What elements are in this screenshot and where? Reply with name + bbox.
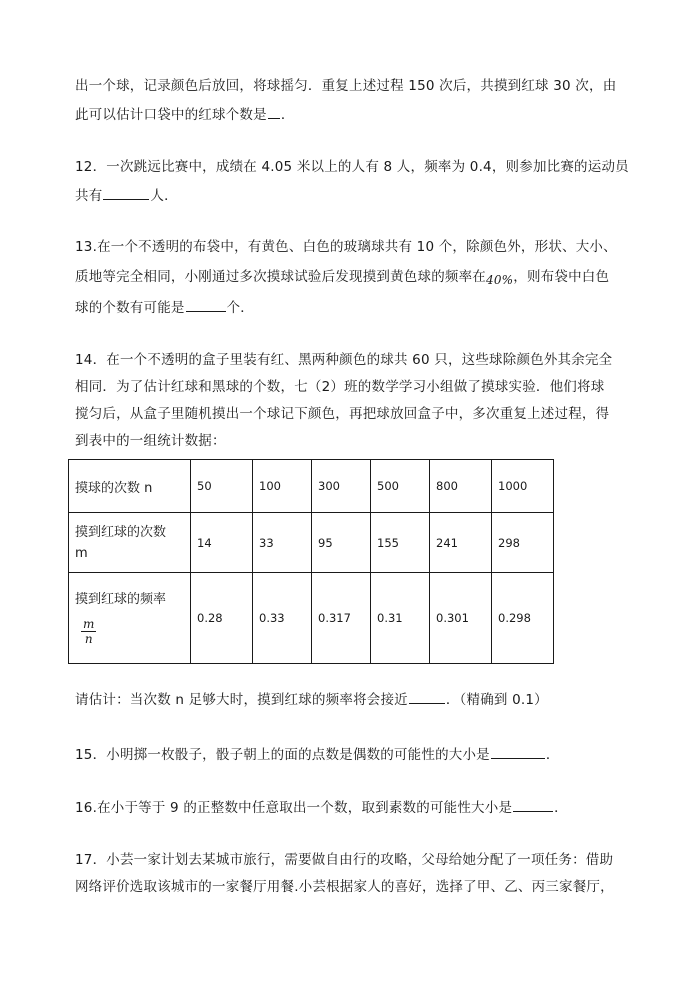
q14-line-1: 14．在一个不透明的盒子里装有红、黑两种颜色的球共 60 只，这些球除颜色外其余完全	[75, 352, 613, 368]
row-label-trials: 摸球的次数 n	[69, 460, 191, 513]
q12-line-2	[75, 185, 178, 206]
row-label-red-count	[69, 513, 191, 573]
q12-pre: 共有	[75, 188, 103, 204]
q14-line-4: 到表中的一组统计数据：	[75, 433, 226, 449]
table-cell: 50	[191, 460, 253, 513]
table-cell: 300	[312, 460, 371, 513]
q12-answer-blank	[103, 185, 149, 200]
table-row-red-frequency	[69, 573, 554, 664]
q13-line-2	[75, 267, 609, 287]
table-cell: 95	[312, 513, 371, 573]
table-cell: 155	[371, 513, 430, 573]
q16-post: ．	[554, 800, 568, 816]
q13-pre: 质地等完全相同，小刚通过多次摸球试验后发现摸到黄色球的频率在	[75, 269, 486, 285]
table-cell: 0.298	[492, 573, 554, 664]
q15-post: ．	[545, 747, 560, 763]
q17-line-2: 网络评价选取该城市的一家餐厅用餐.小芸根据家人的喜好，选择了甲、乙、丙三家餐厅，	[75, 879, 614, 895]
q15-line	[75, 744, 560, 765]
row-label-red-frequency-text: 摸到红球的频率	[75, 592, 167, 607]
q14-after-line	[75, 689, 548, 710]
q14-line-3: 搅匀后，从盒子里随机摸出一个球记下颜色，再把球放回盒子中，多次重复上述过程，得	[75, 406, 610, 422]
q11-line-1: 出一个球，记录颜色后放回，将球摇匀．重复上述过程 150 次后，共摸到红球 30 次，由	[75, 78, 617, 94]
table-cell: 0.301	[430, 573, 492, 664]
q11-text: 此可以估计口袋中的红球个数是	[75, 107, 267, 123]
fraction-denominator: n	[84, 632, 93, 646]
table-cell: 500	[371, 460, 430, 513]
q16-line	[75, 797, 568, 818]
fraction-numerator: m	[83, 617, 95, 631]
q13-post: ，则布袋中白色	[513, 269, 610, 285]
table-cell: 241	[430, 513, 492, 573]
table-cell: 298	[492, 513, 554, 573]
table-cell: 14	[191, 513, 253, 573]
table-cell: 800	[430, 460, 492, 513]
q16-pre: 16.在小于等于 9 的正整数中任意取出一个数，取到素数的可能性大小是	[75, 800, 513, 816]
q13-line-3	[75, 297, 254, 318]
row-label-red-count-a: 摸到红球的次数	[75, 524, 167, 540]
q16-answer-blank	[513, 797, 553, 812]
q13-line3-post: 个．	[226, 300, 255, 316]
table-cell: 0.33	[253, 573, 312, 664]
q13-math-percent: 40%	[486, 273, 514, 287]
table-cell: 0.28	[191, 573, 253, 664]
q11-answer-blank	[268, 104, 280, 119]
row-label-red-frequency	[69, 573, 191, 664]
q15-answer-blank	[491, 744, 545, 759]
q11-end: ．	[280, 107, 295, 123]
q12-line-1: 12．一次跳远比赛中，成绩在 4.05 米以上的人有 8 人，频率为 0.4，则参加比赛的运动员	[75, 159, 629, 175]
table-row-trials	[69, 460, 554, 513]
q17-line-1: 17．小芸一家计划去某城市旅行，需要做自由行的攻略，父母给她分配了一项任务：借助	[75, 852, 614, 868]
q14-line-2: 相同．为了估计红球和黑球的个数，七（2）班的数学学习小组做了摸球实验．他们将球	[75, 379, 605, 395]
table-cell: 0.317	[312, 573, 371, 664]
table-cell: 1000	[492, 460, 554, 513]
table-cell: 0.31	[371, 573, 430, 664]
q14-answer-blank	[409, 689, 445, 704]
q13-answer-blank	[186, 297, 226, 312]
table-cell: 100	[253, 460, 312, 513]
q13-line3-pre: 球的个数有可能是	[75, 300, 185, 316]
q14-after-pre: 请估计：当次数 n 足够大时，摸到红球的频率将会接近	[75, 692, 408, 708]
q13-line-1: 13.在一个不透明的布袋中，有黄色、白色的玻璃球共有 10 个，除颜色外，形状、大小、	[75, 239, 617, 255]
q15-pre: 15．小明掷一枚骰子，骰子朝上的面的点数是偶数的可能性的大小是	[75, 747, 490, 763]
table-cell: 33	[253, 513, 312, 573]
q14-data-table	[68, 459, 554, 664]
q14-after-post: ．（精确到 0.1）	[445, 692, 548, 708]
q11-line-2	[75, 104, 295, 125]
fraction-m-over-n	[81, 617, 96, 646]
row-label-red-count-b: m	[75, 545, 88, 561]
q12-post: 人．	[150, 188, 178, 204]
table-row-red-count	[69, 513, 554, 573]
